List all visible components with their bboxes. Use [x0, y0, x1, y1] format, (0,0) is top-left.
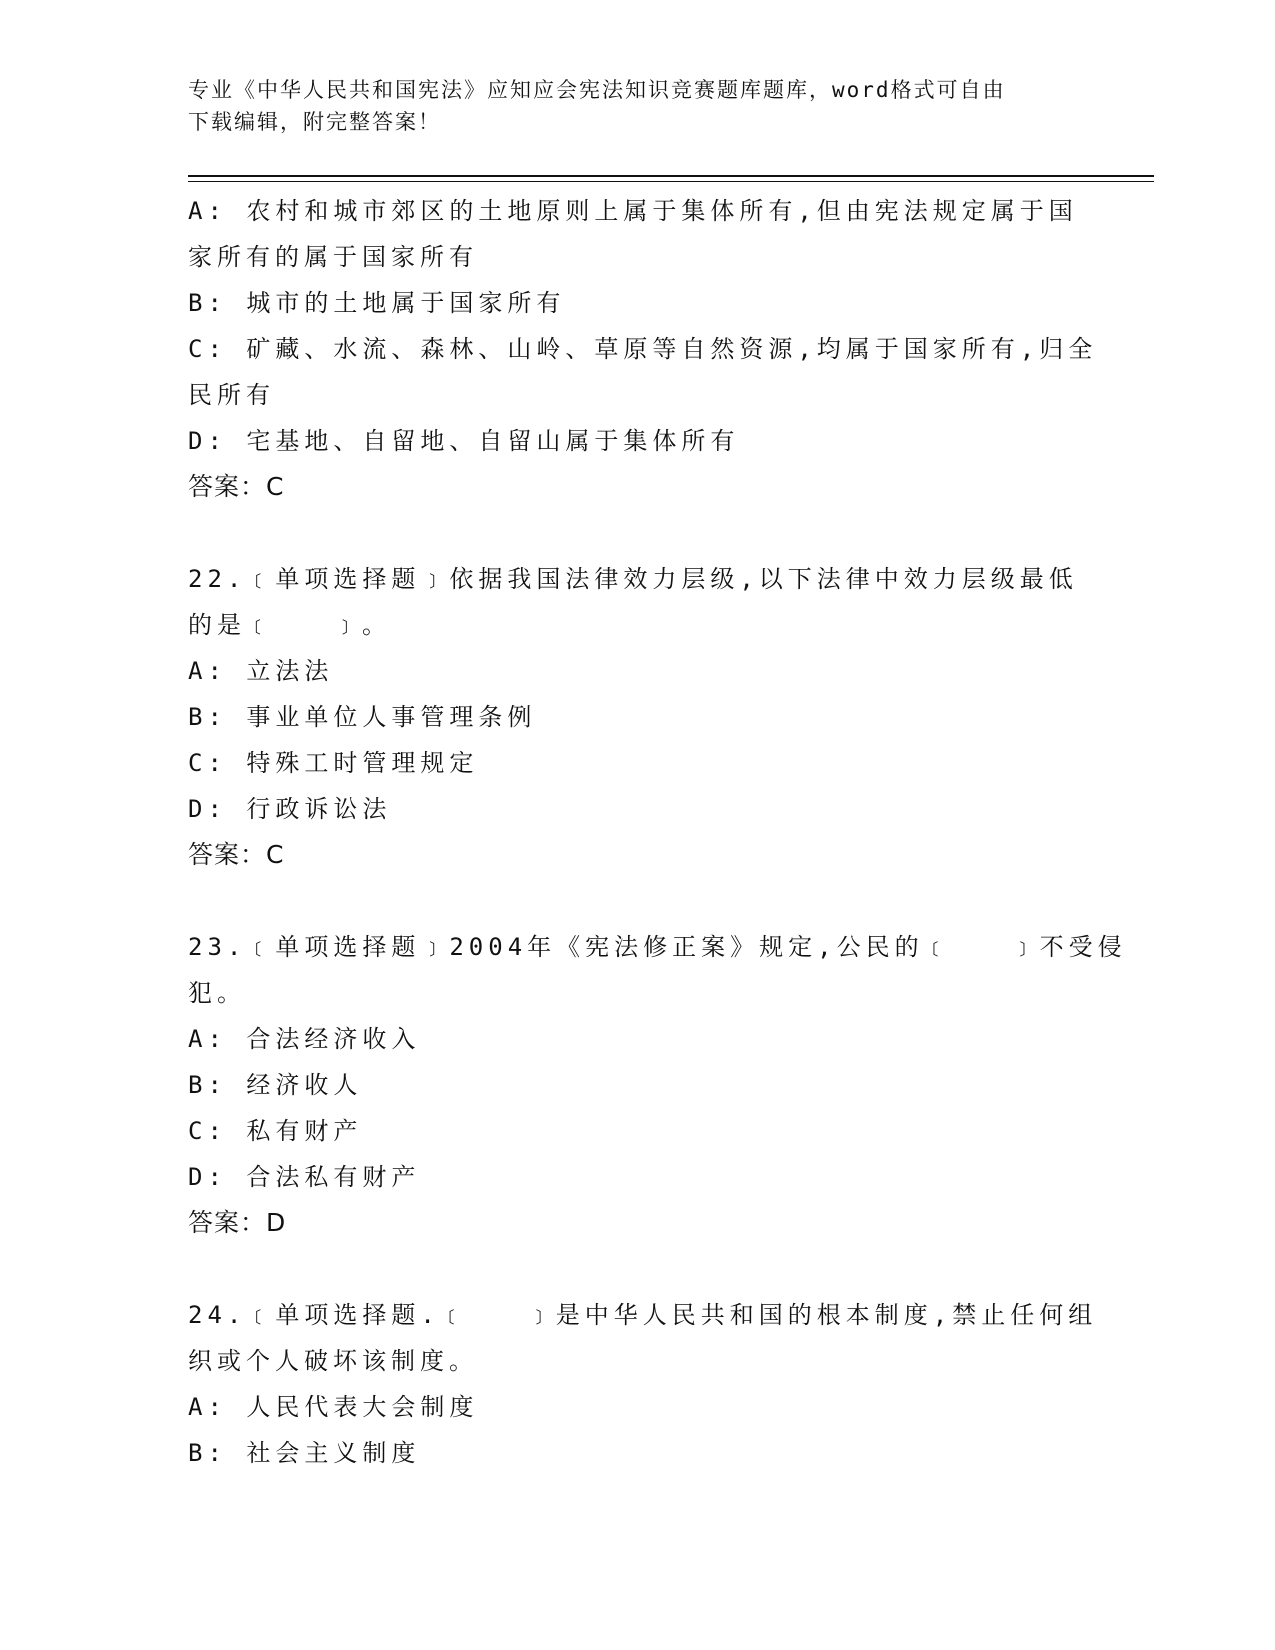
- header-line-2: 下载编辑，附完整答案！: [188, 110, 441, 134]
- q21-option-c-line-1: C: 矿藏、水流、森林、山岭、草原等自然资源,均属于国家所有,归全: [188, 335, 1098, 363]
- q24-stem-line-1: 24.﹝单项选择题.﹝ ﹞是中华人民共和国的根本制度,禁止任何组: [188, 1301, 1098, 1329]
- question-22: [188, 556, 1088, 878]
- question-23: [188, 924, 1127, 1246]
- question-24: [188, 1292, 1098, 1476]
- q23-stem-line-2: 犯。: [188, 979, 246, 1007]
- document-header: [188, 74, 1068, 138]
- q23-option-c: C: 私有财产: [188, 1117, 363, 1145]
- q23-option-a: A: 合法经济收入: [188, 1025, 421, 1053]
- header-line-1: 专业《中华人民共和国宪法》应知应会宪法知识竞赛题库题库，word格式可自由: [188, 78, 1006, 102]
- q23-option-b: B: 经济收人: [188, 1071, 363, 1099]
- q23-answer: 答案：D: [188, 1208, 287, 1237]
- q21-option-a-line-2: 家所有的属于国家所有: [188, 243, 478, 271]
- question-content: [188, 188, 1127, 1476]
- q21-answer: 答案：C: [188, 472, 285, 501]
- q24-option-a: A: 人民代表大会制度: [188, 1393, 479, 1421]
- q22-option-b: B: 事业单位人事管理条例: [188, 703, 537, 731]
- q23-option-d: D: 合法私有财产: [188, 1163, 421, 1191]
- q23-stem-line-1: 23.﹝单项选择题﹞2004年《宪法修正案》规定,公民的﹝ ﹞不受侵: [188, 933, 1127, 961]
- q21-option-c-line-2: 民所有: [188, 381, 275, 409]
- question-21: [188, 188, 1098, 510]
- header-divider-thick: [188, 175, 1154, 177]
- q24-option-b: B: 社会主义制度: [188, 1439, 421, 1467]
- q22-option-c: C: 特殊工时管理规定: [188, 749, 479, 777]
- q22-option-a: A: 立法法: [188, 657, 334, 685]
- q22-answer: 答案：C: [188, 840, 285, 869]
- q24-stem-line-2: 织或个人破坏该制度。: [188, 1347, 478, 1375]
- q21-option-a-line-1: A: 农村和城市郊区的土地原则上属于集体所有,但由宪法规定属于国: [188, 197, 1078, 225]
- q22-stem-line-1: 22.﹝单项选择题﹞依据我国法律效力层级,以下法律中效力层级最低: [188, 565, 1078, 593]
- question-spacer: [188, 510, 1088, 556]
- q21-option-b: B: 城市的土地属于国家所有: [188, 289, 566, 317]
- question-spacer: [188, 878, 1088, 924]
- header-divider-thin: [188, 181, 1154, 182]
- question-spacer: [188, 1246, 1088, 1292]
- q22-option-d: D: 行政诉讼法: [188, 795, 392, 823]
- q21-option-d: D: 宅基地、自留地、自留山属于集体所有: [188, 427, 740, 455]
- q22-stem-line-2: 的是﹝ ﹞。: [188, 611, 391, 639]
